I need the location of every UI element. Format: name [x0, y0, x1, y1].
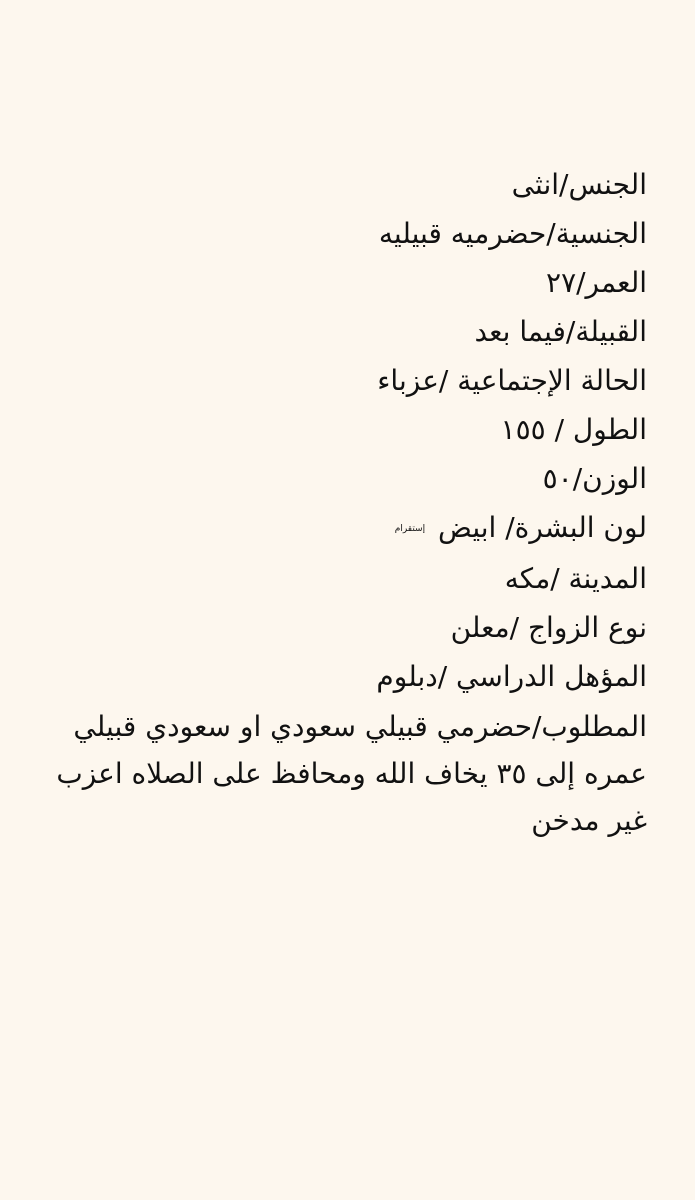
marriage-type-line: نوع الزواج /معلن: [450, 610, 647, 644]
city-line: المدينة /مكه: [504, 561, 647, 595]
weight-line: الوزن/٥٠: [542, 462, 647, 495]
marital-status-line: الحالة الإجتماعية /عزباء: [377, 364, 647, 397]
gender-line: الجنس/انثى: [511, 168, 647, 201]
note-body: [35, 160, 647, 844]
tiny-label: إستقرام: [394, 523, 426, 534]
education-line: المؤهل الدراسي /دبلوم: [376, 659, 647, 693]
nationality-line: الجنسية/حضرميه قبيليه: [378, 217, 647, 250]
requirement-paragraph: المطلوب/حضرمي قبيلي سعودي او سعودي قبيلي عمره إلى ٣٥ يخاف الله ومحافظ على الصلاه اعزب غير مدخن: [56, 709, 647, 837]
tribe-line: القبيلة/فيما بعد: [474, 315, 647, 348]
skin-color-line: [35, 503, 647, 554]
height-line: الطول / ١٥٥: [500, 413, 647, 446]
skin-color-text: لون البشرة/ ابيض: [438, 511, 647, 544]
age-line: العمر/٢٧: [546, 266, 647, 299]
